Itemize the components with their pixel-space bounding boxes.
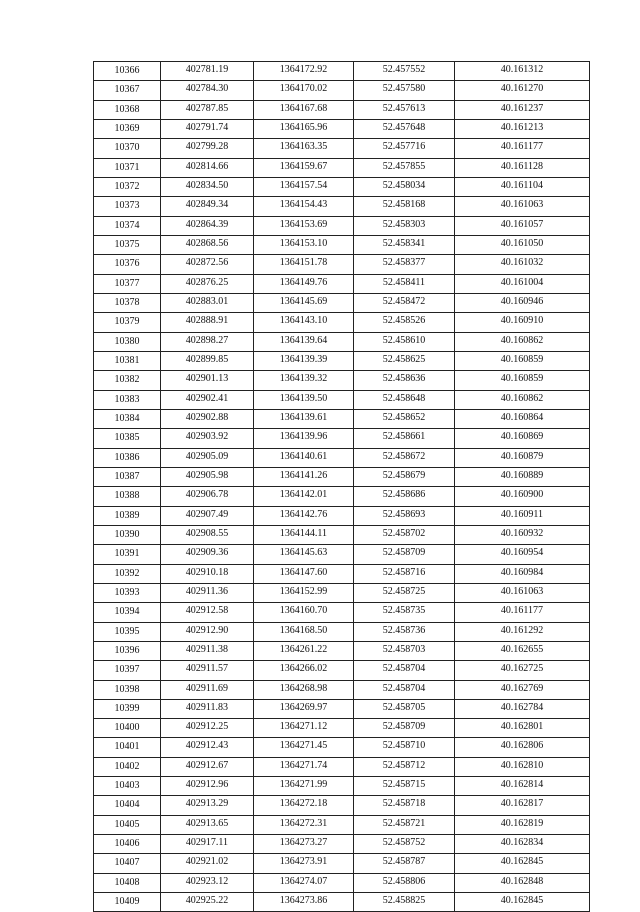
point-number-cell: 10366 <box>94 62 161 81</box>
latitude-cell: 52.458034 <box>354 177 455 196</box>
easting-cell: 402876.25 <box>161 274 254 293</box>
easting-cell: 402781.19 <box>161 62 254 81</box>
latitude-cell: 52.458303 <box>354 216 455 235</box>
northing-cell: 1364142.01 <box>254 487 354 506</box>
easting-cell: 402872.56 <box>161 255 254 274</box>
latitude-cell: 52.458704 <box>354 661 455 680</box>
latitude-cell: 52.458341 <box>354 235 455 254</box>
table-row <box>94 487 590 506</box>
table-row <box>94 719 590 738</box>
easting-cell: 402899.85 <box>161 351 254 370</box>
longitude-cell: 40.161032 <box>455 255 590 274</box>
longitude-cell: 40.161177 <box>455 603 590 622</box>
longitude-cell: 40.160911 <box>455 506 590 525</box>
latitude-cell: 52.458652 <box>354 409 455 428</box>
easting-cell: 402787.85 <box>161 100 254 119</box>
longitude-cell: 40.162819 <box>455 815 590 834</box>
northing-cell: 1364139.96 <box>254 429 354 448</box>
latitude-cell: 52.458636 <box>354 371 455 390</box>
longitude-cell: 40.160984 <box>455 564 590 583</box>
longitude-cell: 40.162845 <box>455 893 590 912</box>
latitude-cell: 52.458704 <box>354 680 455 699</box>
latitude-cell: 52.458648 <box>354 390 455 409</box>
latitude-cell: 52.458709 <box>354 719 455 738</box>
longitude-cell: 40.161004 <box>455 274 590 293</box>
longitude-cell: 40.162814 <box>455 777 590 796</box>
latitude-cell: 52.457552 <box>354 62 455 81</box>
latitude-cell: 52.457716 <box>354 139 455 158</box>
table-row <box>94 622 590 641</box>
table-row <box>94 467 590 486</box>
point-number-cell: 10367 <box>94 81 161 100</box>
longitude-cell: 40.161237 <box>455 100 590 119</box>
point-number-cell: 10376 <box>94 255 161 274</box>
longitude-cell: 40.162810 <box>455 757 590 776</box>
northing-cell: 1364143.10 <box>254 313 354 332</box>
northing-cell: 1364172.92 <box>254 62 354 81</box>
longitude-cell: 40.160864 <box>455 409 590 428</box>
table-row <box>94 390 590 409</box>
latitude-cell: 52.457648 <box>354 119 455 138</box>
latitude-cell: 52.457855 <box>354 158 455 177</box>
longitude-cell: 40.162801 <box>455 719 590 738</box>
northing-cell: 1364165.96 <box>254 119 354 138</box>
longitude-cell: 40.160859 <box>455 351 590 370</box>
northing-cell: 1364271.12 <box>254 719 354 738</box>
table-row <box>94 409 590 428</box>
longitude-cell: 40.162806 <box>455 738 590 757</box>
northing-cell: 1364140.61 <box>254 448 354 467</box>
table-row <box>94 216 590 235</box>
table-row <box>94 641 590 660</box>
longitude-cell: 40.162784 <box>455 699 590 718</box>
easting-cell: 402834.50 <box>161 177 254 196</box>
point-number-cell: 10371 <box>94 158 161 177</box>
table-row <box>94 177 590 196</box>
table-row <box>94 351 590 370</box>
table-row <box>94 777 590 796</box>
easting-cell: 402791.74 <box>161 119 254 138</box>
northing-cell: 1364144.11 <box>254 525 354 544</box>
longitude-cell: 40.160954 <box>455 545 590 564</box>
latitude-cell: 52.458661 <box>354 429 455 448</box>
northing-cell: 1364152.99 <box>254 583 354 602</box>
northing-cell: 1364142.76 <box>254 506 354 525</box>
latitude-cell: 52.458526 <box>354 313 455 332</box>
table-row <box>94 81 590 100</box>
table-row <box>94 815 590 834</box>
northing-cell: 1364266.02 <box>254 661 354 680</box>
point-number-cell: 10374 <box>94 216 161 235</box>
easting-cell: 402912.43 <box>161 738 254 757</box>
northing-cell: 1364145.69 <box>254 293 354 312</box>
point-number-cell: 10395 <box>94 622 161 641</box>
northing-cell: 1364139.32 <box>254 371 354 390</box>
point-number-cell: 10381 <box>94 351 161 370</box>
latitude-cell: 52.458716 <box>354 564 455 583</box>
longitude-cell: 40.160946 <box>455 293 590 312</box>
easting-cell: 402864.39 <box>161 216 254 235</box>
northing-cell: 1364154.43 <box>254 197 354 216</box>
longitude-cell: 40.162817 <box>455 796 590 815</box>
northing-cell: 1364139.39 <box>254 351 354 370</box>
table-row <box>94 235 590 254</box>
northing-cell: 1364147.60 <box>254 564 354 583</box>
point-number-cell: 10389 <box>94 506 161 525</box>
point-number-cell: 10403 <box>94 777 161 796</box>
point-number-cell: 10405 <box>94 815 161 834</box>
northing-cell: 1364273.86 <box>254 893 354 912</box>
latitude-cell: 52.458693 <box>354 506 455 525</box>
table-row <box>94 854 590 873</box>
table-row <box>94 371 590 390</box>
longitude-cell: 40.161050 <box>455 235 590 254</box>
longitude-cell: 40.161063 <box>455 583 590 602</box>
easting-cell: 402898.27 <box>161 332 254 351</box>
latitude-cell: 52.458672 <box>354 448 455 467</box>
table-row <box>94 255 590 274</box>
point-number-cell: 10372 <box>94 177 161 196</box>
point-number-cell: 10378 <box>94 293 161 312</box>
point-number-cell: 10385 <box>94 429 161 448</box>
table-row <box>94 545 590 564</box>
table-row <box>94 429 590 448</box>
longitude-cell: 40.161213 <box>455 119 590 138</box>
northing-cell: 1364153.69 <box>254 216 354 235</box>
point-number-cell: 10373 <box>94 197 161 216</box>
point-number-cell: 10386 <box>94 448 161 467</box>
latitude-cell: 52.458168 <box>354 197 455 216</box>
easting-cell: 402912.25 <box>161 719 254 738</box>
point-number-cell: 10399 <box>94 699 161 718</box>
longitude-cell: 40.162769 <box>455 680 590 699</box>
longitude-cell: 40.161057 <box>455 216 590 235</box>
latitude-cell: 52.458686 <box>354 487 455 506</box>
latitude-cell: 52.458725 <box>354 583 455 602</box>
latitude-cell: 52.458625 <box>354 351 455 370</box>
point-number-cell: 10409 <box>94 893 161 912</box>
easting-cell: 402849.34 <box>161 197 254 216</box>
latitude-cell: 52.458806 <box>354 873 455 892</box>
easting-cell: 402901.13 <box>161 371 254 390</box>
easting-cell: 402912.96 <box>161 777 254 796</box>
point-number-cell: 10368 <box>94 100 161 119</box>
point-number-cell: 10377 <box>94 274 161 293</box>
point-number-cell: 10369 <box>94 119 161 138</box>
point-number-cell: 10402 <box>94 757 161 776</box>
point-number-cell: 10388 <box>94 487 161 506</box>
northing-cell: 1364139.64 <box>254 332 354 351</box>
point-number-cell: 10382 <box>94 371 161 390</box>
easting-cell: 402911.36 <box>161 583 254 602</box>
point-number-cell: 10384 <box>94 409 161 428</box>
latitude-cell: 52.458702 <box>354 525 455 544</box>
table-row <box>94 603 590 622</box>
longitude-cell: 40.160879 <box>455 448 590 467</box>
northing-cell: 1364273.91 <box>254 854 354 873</box>
longitude-cell: 40.160910 <box>455 313 590 332</box>
table-row <box>94 680 590 699</box>
table-row <box>94 313 590 332</box>
table-row <box>94 119 590 138</box>
table-row <box>94 835 590 854</box>
easting-cell: 402912.58 <box>161 603 254 622</box>
table-row <box>94 525 590 544</box>
northing-cell: 1364274.07 <box>254 873 354 892</box>
northing-cell: 1364272.31 <box>254 815 354 834</box>
northing-cell: 1364271.74 <box>254 757 354 776</box>
table-row <box>94 583 590 602</box>
point-number-cell: 10401 <box>94 738 161 757</box>
easting-cell: 402913.65 <box>161 815 254 834</box>
northing-cell: 1364139.61 <box>254 409 354 428</box>
table-row <box>94 293 590 312</box>
point-number-cell: 10396 <box>94 641 161 660</box>
longitude-cell: 40.160862 <box>455 390 590 409</box>
easting-cell: 402911.69 <box>161 680 254 699</box>
table-row <box>94 100 590 119</box>
table-row <box>94 796 590 815</box>
northing-cell: 1364271.45 <box>254 738 354 757</box>
latitude-cell: 52.458610 <box>354 332 455 351</box>
northing-cell: 1364151.78 <box>254 255 354 274</box>
point-number-cell: 10394 <box>94 603 161 622</box>
table-row <box>94 448 590 467</box>
easting-cell: 402917.11 <box>161 835 254 854</box>
easting-cell: 402883.01 <box>161 293 254 312</box>
easting-cell: 402814.66 <box>161 158 254 177</box>
easting-cell: 402912.90 <box>161 622 254 641</box>
longitude-cell: 40.161128 <box>455 158 590 177</box>
table-row <box>94 757 590 776</box>
table-row <box>94 873 590 892</box>
easting-cell: 402906.78 <box>161 487 254 506</box>
longitude-cell: 40.160932 <box>455 525 590 544</box>
latitude-cell: 52.458825 <box>354 893 455 912</box>
latitude-cell: 52.458710 <box>354 738 455 757</box>
easting-cell: 402902.88 <box>161 409 254 428</box>
longitude-cell: 40.160889 <box>455 467 590 486</box>
coordinates-table <box>93 61 590 912</box>
northing-cell: 1364167.68 <box>254 100 354 119</box>
easting-cell: 402908.55 <box>161 525 254 544</box>
table-body <box>94 62 590 912</box>
northing-cell: 1364139.50 <box>254 390 354 409</box>
point-number-cell: 10398 <box>94 680 161 699</box>
latitude-cell: 52.458705 <box>354 699 455 718</box>
northing-cell: 1364159.67 <box>254 158 354 177</box>
point-number-cell: 10370 <box>94 139 161 158</box>
northing-cell: 1364160.70 <box>254 603 354 622</box>
point-number-cell: 10387 <box>94 467 161 486</box>
easting-cell: 402784.30 <box>161 81 254 100</box>
table-row <box>94 332 590 351</box>
table-row <box>94 893 590 912</box>
northing-cell: 1364157.54 <box>254 177 354 196</box>
point-number-cell: 10407 <box>94 854 161 873</box>
northing-cell: 1364269.97 <box>254 699 354 718</box>
latitude-cell: 52.458377 <box>354 255 455 274</box>
northing-cell: 1364261.22 <box>254 641 354 660</box>
latitude-cell: 52.458679 <box>354 467 455 486</box>
easting-cell: 402909.36 <box>161 545 254 564</box>
latitude-cell: 52.457613 <box>354 100 455 119</box>
easting-cell: 402911.57 <box>161 661 254 680</box>
easting-cell: 402921.02 <box>161 854 254 873</box>
longitude-cell: 40.161312 <box>455 62 590 81</box>
longitude-cell: 40.161063 <box>455 197 590 216</box>
latitude-cell: 52.458736 <box>354 622 455 641</box>
table-row <box>94 62 590 81</box>
northing-cell: 1364153.10 <box>254 235 354 254</box>
point-number-cell: 10393 <box>94 583 161 602</box>
longitude-cell: 40.161292 <box>455 622 590 641</box>
easting-cell: 402923.12 <box>161 873 254 892</box>
easting-cell: 402905.09 <box>161 448 254 467</box>
easting-cell: 402911.83 <box>161 699 254 718</box>
table-row <box>94 197 590 216</box>
point-number-cell: 10379 <box>94 313 161 332</box>
table-row <box>94 139 590 158</box>
table-row <box>94 506 590 525</box>
easting-cell: 402910.18 <box>161 564 254 583</box>
easting-cell: 402799.28 <box>161 139 254 158</box>
northing-cell: 1364271.99 <box>254 777 354 796</box>
northing-cell: 1364145.63 <box>254 545 354 564</box>
latitude-cell: 52.458721 <box>354 815 455 834</box>
longitude-cell: 40.162655 <box>455 641 590 660</box>
point-number-cell: 10375 <box>94 235 161 254</box>
northing-cell: 1364163.35 <box>254 139 354 158</box>
latitude-cell: 52.458709 <box>354 545 455 564</box>
point-number-cell: 10397 <box>94 661 161 680</box>
point-number-cell: 10391 <box>94 545 161 564</box>
longitude-cell: 40.162848 <box>455 873 590 892</box>
easting-cell: 402868.56 <box>161 235 254 254</box>
table-row <box>94 699 590 718</box>
easting-cell: 402911.38 <box>161 641 254 660</box>
northing-cell: 1364268.98 <box>254 680 354 699</box>
point-number-cell: 10392 <box>94 564 161 583</box>
longitude-cell: 40.162834 <box>455 835 590 854</box>
easting-cell: 402907.49 <box>161 506 254 525</box>
northing-cell: 1364272.18 <box>254 796 354 815</box>
longitude-cell: 40.161270 <box>455 81 590 100</box>
latitude-cell: 52.458712 <box>354 757 455 776</box>
longitude-cell: 40.160862 <box>455 332 590 351</box>
longitude-cell: 40.162845 <box>455 854 590 873</box>
table-row <box>94 564 590 583</box>
easting-cell: 402902.41 <box>161 390 254 409</box>
longitude-cell: 40.161177 <box>455 139 590 158</box>
longitude-cell: 40.160869 <box>455 429 590 448</box>
point-number-cell: 10390 <box>94 525 161 544</box>
longitude-cell: 40.160900 <box>455 487 590 506</box>
table-row <box>94 274 590 293</box>
northing-cell: 1364273.27 <box>254 835 354 854</box>
easting-cell: 402888.91 <box>161 313 254 332</box>
easting-cell: 402925.22 <box>161 893 254 912</box>
easting-cell: 402913.29 <box>161 796 254 815</box>
longitude-cell: 40.162725 <box>455 661 590 680</box>
latitude-cell: 52.458752 <box>354 835 455 854</box>
northing-cell: 1364170.02 <box>254 81 354 100</box>
table-row <box>94 738 590 757</box>
point-number-cell: 10408 <box>94 873 161 892</box>
latitude-cell: 52.458787 <box>354 854 455 873</box>
point-number-cell: 10383 <box>94 390 161 409</box>
point-number-cell: 10406 <box>94 835 161 854</box>
longitude-cell: 40.161104 <box>455 177 590 196</box>
northing-cell: 1364168.50 <box>254 622 354 641</box>
latitude-cell: 52.458472 <box>354 293 455 312</box>
easting-cell: 402912.67 <box>161 757 254 776</box>
point-number-cell: 10380 <box>94 332 161 351</box>
point-number-cell: 10404 <box>94 796 161 815</box>
latitude-cell: 52.458411 <box>354 274 455 293</box>
longitude-cell: 40.160859 <box>455 371 590 390</box>
table-row <box>94 661 590 680</box>
latitude-cell: 52.457580 <box>354 81 455 100</box>
northing-cell: 1364141.26 <box>254 467 354 486</box>
latitude-cell: 52.458718 <box>354 796 455 815</box>
latitude-cell: 52.458735 <box>354 603 455 622</box>
northing-cell: 1364149.76 <box>254 274 354 293</box>
table-row <box>94 158 590 177</box>
easting-cell: 402905.98 <box>161 467 254 486</box>
latitude-cell: 52.458715 <box>354 777 455 796</box>
latitude-cell: 52.458703 <box>354 641 455 660</box>
easting-cell: 402903.92 <box>161 429 254 448</box>
point-number-cell: 10400 <box>94 719 161 738</box>
